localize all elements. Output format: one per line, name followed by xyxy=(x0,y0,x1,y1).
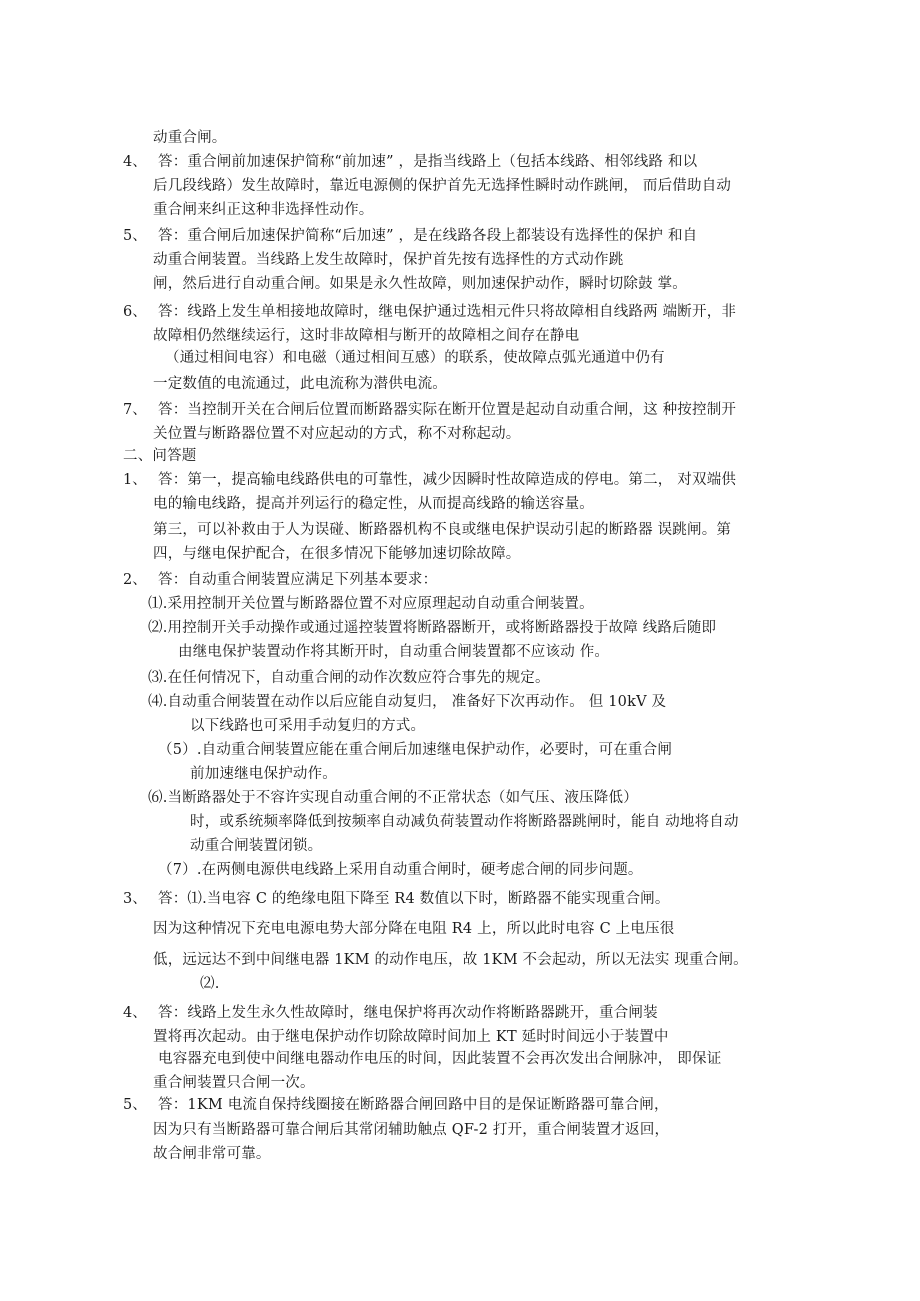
text-line: 一定数值的电流通过，此电流称为潜供电流。 xyxy=(153,376,447,392)
text-line: ⑹.当断路器处于不容许实现自动重合闸的不正常状态（如气压、液压降低） xyxy=(148,790,638,806)
text-line: （5）.自动重合闸装置应能在重合闸后加速继电保护动作，必要时，可在重合闸 xyxy=(158,742,673,758)
item-number: 5、 xyxy=(123,228,147,244)
text-line: 答：自动重合闸装置应满足下列基本要求： xyxy=(158,572,438,588)
text-line: 置将再次起动。由于继电保护动作切除故障时间加上 KT 延时时间远小于装置中 xyxy=(153,1029,669,1045)
section-heading: 二、问答题 xyxy=(123,448,197,464)
text-line: 以下线路也可采用手动复归的方式。 xyxy=(190,718,426,734)
text-line: 重合闸装置只合闸一次。 xyxy=(153,1075,315,1091)
item-number: 5、 xyxy=(123,1097,147,1113)
text-line: 闸，然后进行自动重合闸。如果是永久性故障，则加速保护动作，瞬时切除鼓 掌。 xyxy=(153,276,688,292)
text-line: 电的输电线路，提高并列运行的稳定性，从而提高线路的输送容量。 xyxy=(153,496,594,512)
text-line: 第三，可以补救由于人为误碰、断路器机构不良或继电保护误动引起的断路器 误跳闸。第 xyxy=(153,522,732,538)
text-line: 故合闸非常可靠。 xyxy=(153,1146,271,1162)
text-line: 故障相仍然继续运行，这时非故障相与断开的故障相之间存在静电 xyxy=(153,328,580,344)
text-line: 因为只有当断路器可靠合闸后其常闭辅助触点 QF-2 打开，重合闸装置才返回， xyxy=(153,1122,670,1138)
text-line: 动重合闸装置闭锁。 xyxy=(190,838,323,854)
text-line: 答：线路上发生永久性故障时，继电保护将再次动作将断路器跳开，重合闸装 xyxy=(158,1005,658,1021)
text-line: 电容器充电到使中间继电器动作电压的时间，因此装置不会再次发出合闸脉冲， 即保证 xyxy=(158,1051,722,1067)
text-line: 重合闸来纠正这种非选择性动作。 xyxy=(153,202,374,218)
item-number: 3、 xyxy=(123,891,147,907)
item-number: 6、 xyxy=(123,304,147,320)
text-line: 低，远远达不到中间继电器 1KM 的动作电压，故 1KM 不会起动，所以无法实 现重合闸。 xyxy=(153,952,748,968)
text-line: 关位置与断路器位置不对应起动的方式，称不对称起动。 xyxy=(153,426,521,442)
text-line: 后几段线路）发生故障时，靠近电源侧的保护首先无选择性瞬时动作跳闸， 而后借助自动 xyxy=(153,178,732,194)
text-line: 答：重合闸前加速保护简称“前加速” ，是指当线路上（包括本线路、相邻线路 和以 xyxy=(158,154,698,170)
text-line: 答：1KM 电流自保持线圈接在断路器合闸回路中目的是保证断路器可靠合闸， xyxy=(158,1097,669,1113)
text-line: ⑵.用控制开关手动操作或通过遥控装置将断路器断开，或将断路器投于故障 线路后随即 xyxy=(148,620,717,636)
text-line: 因为这种情况下充电电源电势大部分降在电阻 R4 上，所以此时电容 C 上电压很 xyxy=(153,921,675,937)
text-line: （7）.在两侧电源供电线路上采用自动重合闸时，硬考虑合闸的同步问题。 xyxy=(158,862,643,878)
text-line: 答：线路上发生单相接地故障时，继电保护通过选相元件只将故障相自线路两 端断开，非 xyxy=(158,304,737,320)
text-line: ⑵. xyxy=(200,976,220,992)
item-number: 4、 xyxy=(123,154,147,170)
item-number: 7、 xyxy=(123,402,147,418)
text-line: 答：重合闸后加速保护简称“后加速” ，是在线路各段上都装设有选择性的保护 和自 xyxy=(158,228,698,244)
text-line: 动重合闸装置。当线路上发生故障时，保护首先按有选择性的方式动作跳 xyxy=(153,252,624,268)
text-line: ⑴.采用控制开关位置与断路器位置不对应原理起动自动重合闸装置。 xyxy=(148,596,594,612)
text-line: 时，或系统频率降低到按频率自动减负荷装置动作将断路器跳闸时，能自 动地将自动 xyxy=(190,814,739,830)
item-number: 1、 xyxy=(123,472,147,488)
text-line: 答：第一，提高输电线路供电的可靠性，减少因瞬时性故障造成的停电。第二， 对双端供 xyxy=(158,472,737,488)
text-line: 答：⑴.当电容 C 的绝缘电阻下降至 R4 数值以下时，断路器不能实现重合闸。 xyxy=(158,891,670,907)
item-number: 4、 xyxy=(123,1005,147,1021)
text-line: 前加速继电保护动作。 xyxy=(190,766,337,782)
text-line: 动重合闸。 xyxy=(153,130,227,146)
item-number: 2、 xyxy=(123,572,147,588)
text-line: （通过相间电容）和电磁（通过相间互感）的联系，使故障点弧光通道中仍有 xyxy=(165,350,665,366)
text-line: 由继电保护装置动作将其断开时，自动重合闸装置都不应该动 作。 xyxy=(178,644,610,660)
text-line: 四，与继电保护配合，在很多情况下能够加速切除故障。 xyxy=(153,546,521,562)
text-line: 答：当控制开关在合闸后位置而断路器实际在断开位置是起动自动重合闸，这 种按控制开 xyxy=(158,402,737,418)
text-line: ⑷.自动重合闸装置在动作以后应能自动复归， 准备好下次再动作。 但 10kV 及 xyxy=(148,694,667,710)
text-line: ⑶.在任何情况下，自动重合闸的动作次数应符合事先的规定。 xyxy=(148,670,550,686)
